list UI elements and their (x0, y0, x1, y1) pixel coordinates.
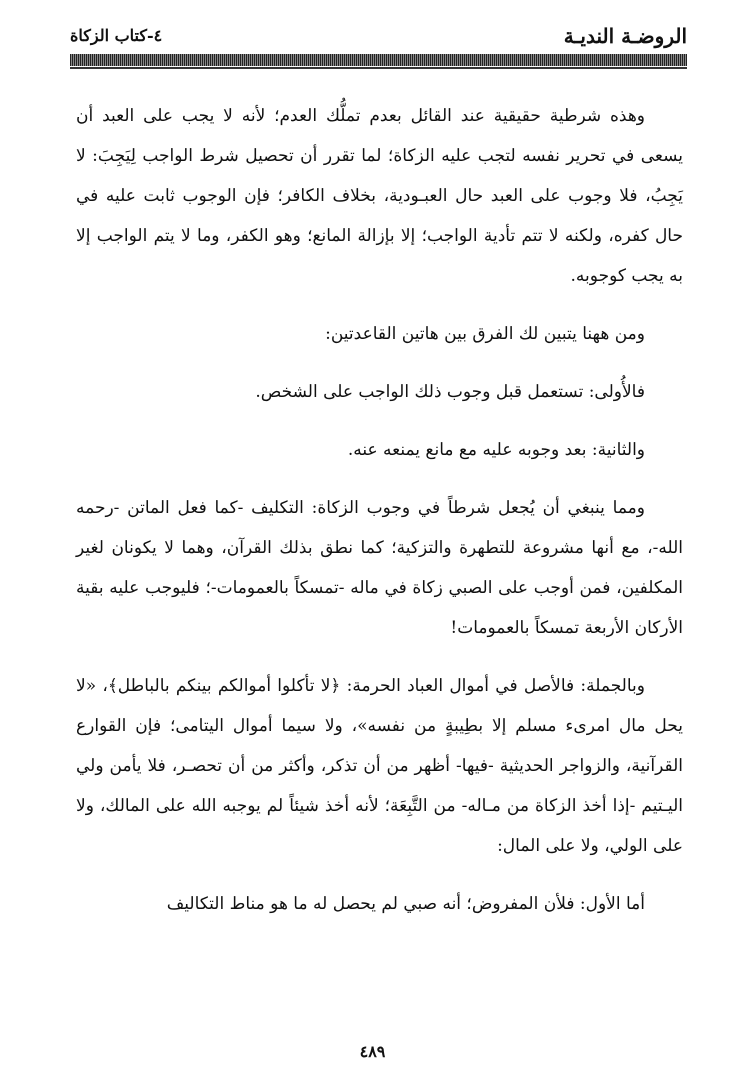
paragraph: وهذه شرطية حقيقية عند القائل بعدم تملُّك العدم؛ لأنه لا يجب على العبد أن يسعى في تحرير نفسه لتجب عليه الزكاة؛ لما تقرر أن تحصيل شرط الواجب لِيَجِبَ: لا يَجِبُ، فلا وجوب على العبد حال العبـودية، بخلاف الكافر؛ فإن الوجوب ثابت عليه في حال كفره، ولكنه لا تتم تأدية الواجب؛ إلا بإزالة المانع؛ وهو الكفر، وما لا يتم الواجب إلا به يجب كوجوبه. (76, 106, 683, 286)
running-header (70, 24, 687, 56)
book-title: الروضـة النديـة (563, 24, 687, 48)
paragraph: وبالجملة: فالأصل في أموال العباد الحرمة: ﴿لا تأكلوا أموالكم بينكم بالباطل﴾، «لا يحل مال امرىء مسلم إلا بطِيبةٍ من نفسه»، ولا سيما أموال اليتامى؛ فإن القوارع القرآنية، والزواجر الحديثية -فيها- أظهر من أن تذكر، وأكثر من أن تحصـر، فلا يأمن ولي اليـتيم -إذا أخذ الزكاة من مـاله- من التَّبِعَة؛ لأنه أخذ شيئاً لم يوجبه الله على المالك، ولا على الولي، ولا على المال: (76, 676, 683, 856)
paragraph: والثانية: بعد وجوبه عليه مع مانع يمنعه عنه. (347, 440, 645, 460)
paragraph: أما الأول: فلأن المفروض؛ أنه صبي لم يحصل له ما هو مناط التكاليف (166, 894, 645, 914)
page-number: ٤٨٩ (359, 1042, 386, 1061)
body-text (76, 96, 683, 924)
paragraph: فالأُولى: تستعمل قبل وجوب ذلك الواجب على الشخص. (255, 382, 645, 402)
paragraph: ومن ههنا يتبين لك الفرق بين هاتين القاعدتين: (325, 324, 645, 344)
chapter-title: ٤-كتاب الزكاة (70, 26, 163, 45)
header-divider (70, 54, 687, 66)
header-divider-thin (70, 67, 687, 69)
paragraph: ومما ينبغي أن يُجعل شرطاً في وجوب الزكاة: التكليف -كما فعل الماتن -رحمه الله-، مع أنها مشروعة للتطهرة والتزكية؛ كما نطق بذلك القرآن، وهما لا يكونان لغير المكلفين، فمن أوجب على الصبي زكاة في ماله -تمسكاً بالعمومات-؛ فليوجب عليه بقية الأركان الأربعة تمسكاً بالعمومات! (76, 498, 683, 638)
